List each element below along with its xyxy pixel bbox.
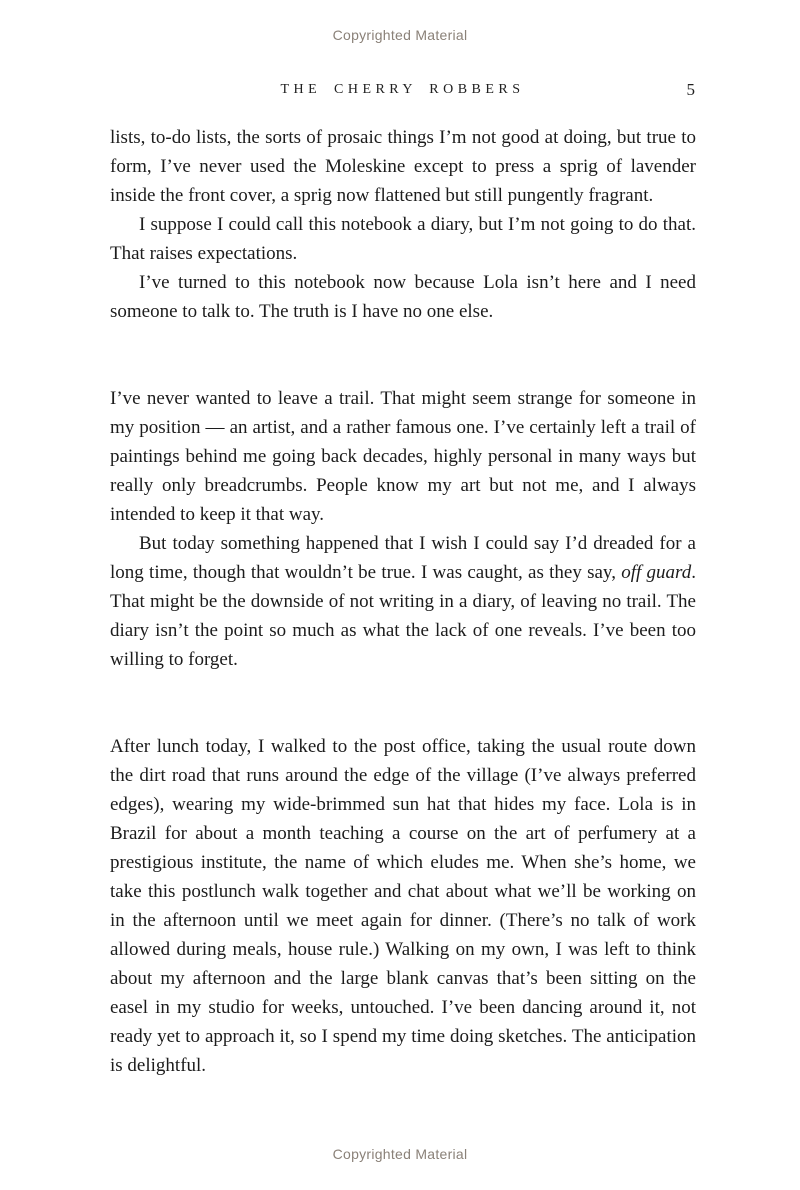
text-run: But today something happened that I wish I could say I’d dreaded for a long time, though that wouldn’t be true. I was caught, as they say, [110, 533, 696, 583]
paragraph [110, 123, 696, 210]
section [110, 384, 696, 674]
paragraph [110, 732, 696, 1080]
copyright-notice-top: Copyrighted Material [332, 27, 468, 43]
italic-text-run: off guard [621, 562, 692, 583]
text-run: I suppose I could call this notebook a diary, but I’m not going to do that. That raises expectations. [110, 214, 696, 264]
body-text [110, 123, 696, 1080]
book-title: THE CHERRY ROBBERS [280, 82, 525, 97]
copyright-notice-bottom: Copyrighted Material [332, 1146, 468, 1162]
paragraph [110, 268, 696, 326]
running-head [110, 82, 695, 102]
text-run: lists, to-do lists, the sorts of prosaic things I’m not good at doing, but true to form, I’ve never used the Moleskine except to press a sprig of lavender inside the front cover, a sprig now flattened but still pungently fragrant. [110, 127, 696, 206]
text-run: . That might be the downside of not writing in a diary, of leaving no trail. The diary isn’t the point so much as what the lack of one reveals. I’ve been too willing to forget. [110, 562, 696, 670]
section [110, 732, 696, 1080]
text-run: I’ve never wanted to leave a trail. That might seem strange for someone in my position — an artist, and a rather famous one. I’ve certainly left a trail of paintings behind me going back decades, highly personal in many ways but really only breadcrumbs. People know my art but not me, and I always intended to keep it that way. [110, 388, 696, 525]
paragraph [110, 529, 696, 674]
text-run: After lunch today, I walked to the post office, taking the usual route down the dirt road that runs around the edge of the village (I’ve always preferred edges), wearing my wide-brimmed sun hat that hides my face. Lola is in Brazil for about a month teaching a course on the art of perfumery at a prestigious institute, the name of which eludes me. When she’s home, we take this postlunch walk together and chat about what we’ll be working on in the afternoon until we meet again for dinner. (There’s no talk of work allowed during meals, house rule.) Walking on my own, I was left to think about my afternoon and the large blank canvas that’s been sitting on the easel in my studio for weeks, untouched. I’ve been dancing around it, not ready yet to approach it, so I spend my time doing sketches. The anticipation is delightful. [110, 736, 696, 1076]
paragraph [110, 210, 696, 268]
page-number: 5 [686, 80, 695, 99]
paragraph [110, 384, 696, 529]
text-run: I’ve turned to this notebook now because Lola isn’t here and I need someone to talk to. The truth is I have no one else. [110, 272, 696, 322]
section [110, 123, 696, 326]
